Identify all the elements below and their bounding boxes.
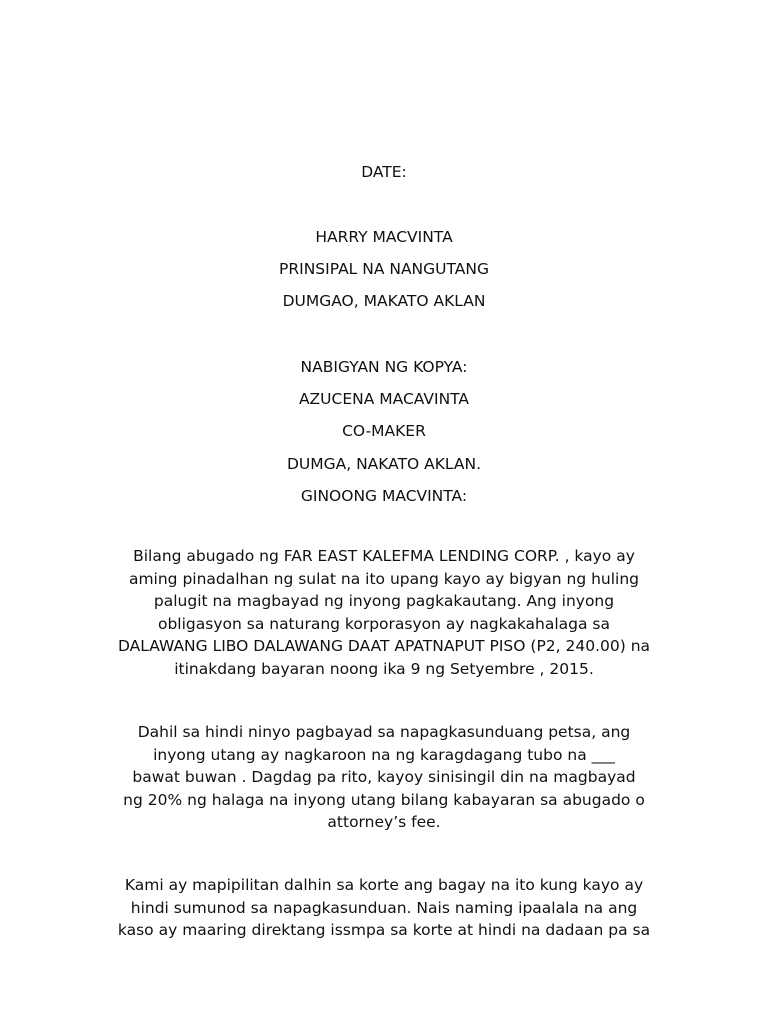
paragraph-line: bawat buwan . Dagdag pa rito, kayoy sinisingil din na magbayad: [132, 768, 636, 786]
salutation: GINOONG MACVINTA:: [300, 487, 468, 505]
paragraph-line: obligasyon sa naturang korporasyon ay nagkakahalaga sa: [157, 614, 611, 633]
addressee-role: PRINSIPAL NA NANGUTANG: [279, 260, 489, 278]
paragraph-line: aming pinadalhan ng sulat na ito upang kayo ay bigyan ng huling: [128, 569, 640, 588]
paragraph-line: kaso ay maaring direktang issmpa sa korte at hindi na dadaan pa sa: [117, 921, 651, 939]
paragraph-line: palugit na magbayad ng inyong pagkakautang. Ang inyong: [153, 592, 615, 610]
paragraph-line: inyong utang ay nagkaroon na ng karagdagang tubo na ___: [153, 745, 615, 764]
paragraph-line: Dahil sa hindi ninyo pagbayad sa napagkasunduang petsa, ang: [137, 723, 631, 741]
addressee-name: HARRY MACVINTA: [315, 228, 453, 246]
paragraph-line: ng 20% ng halaga na inyong utang bilang kabayaran sa abugado o: [123, 790, 645, 809]
paragraph-line: DALAWANG LIBO DALAWANG DAAT APATNAPUT PISO (P2, 240.00) na: [117, 637, 651, 655]
copy-furnished-name: AZUCENA MACAVINTA: [298, 390, 470, 408]
paragraph-line: itinakdang bayaran noong ika 9 ng Setyembre , 2015.: [174, 659, 594, 678]
copy-furnished-label: NABIGYAN NG KOPYA:: [300, 358, 468, 376]
paragraph-line: attorney’s fee.: [327, 813, 441, 831]
copy-furnished-role: CO-MAKER: [342, 422, 426, 440]
addressee-address: DUMGAO, MAKATO AKLAN: [282, 292, 486, 310]
body-paragraph-1: [82, 545, 686, 680]
copy-furnished-address: DUMGA, NAKATO AKLAN.: [286, 455, 482, 473]
date-label: DATE:: [361, 163, 407, 181]
body-paragraph-2: [82, 721, 686, 834]
paragraph-line: Bilang abugado ng FAR EAST KALEFMA LENDING CORP. , kayo ay: [133, 547, 635, 565]
paragraph-line: hindi sumunod sa napagkasunduan. Nais naming ipaalala na ang: [130, 898, 638, 917]
body-paragraph-3: [82, 874, 686, 942]
paragraph-line: Kami ay mapipilitan dalhin sa korte ang bagay na ito kung kayo ay: [124, 876, 644, 894]
